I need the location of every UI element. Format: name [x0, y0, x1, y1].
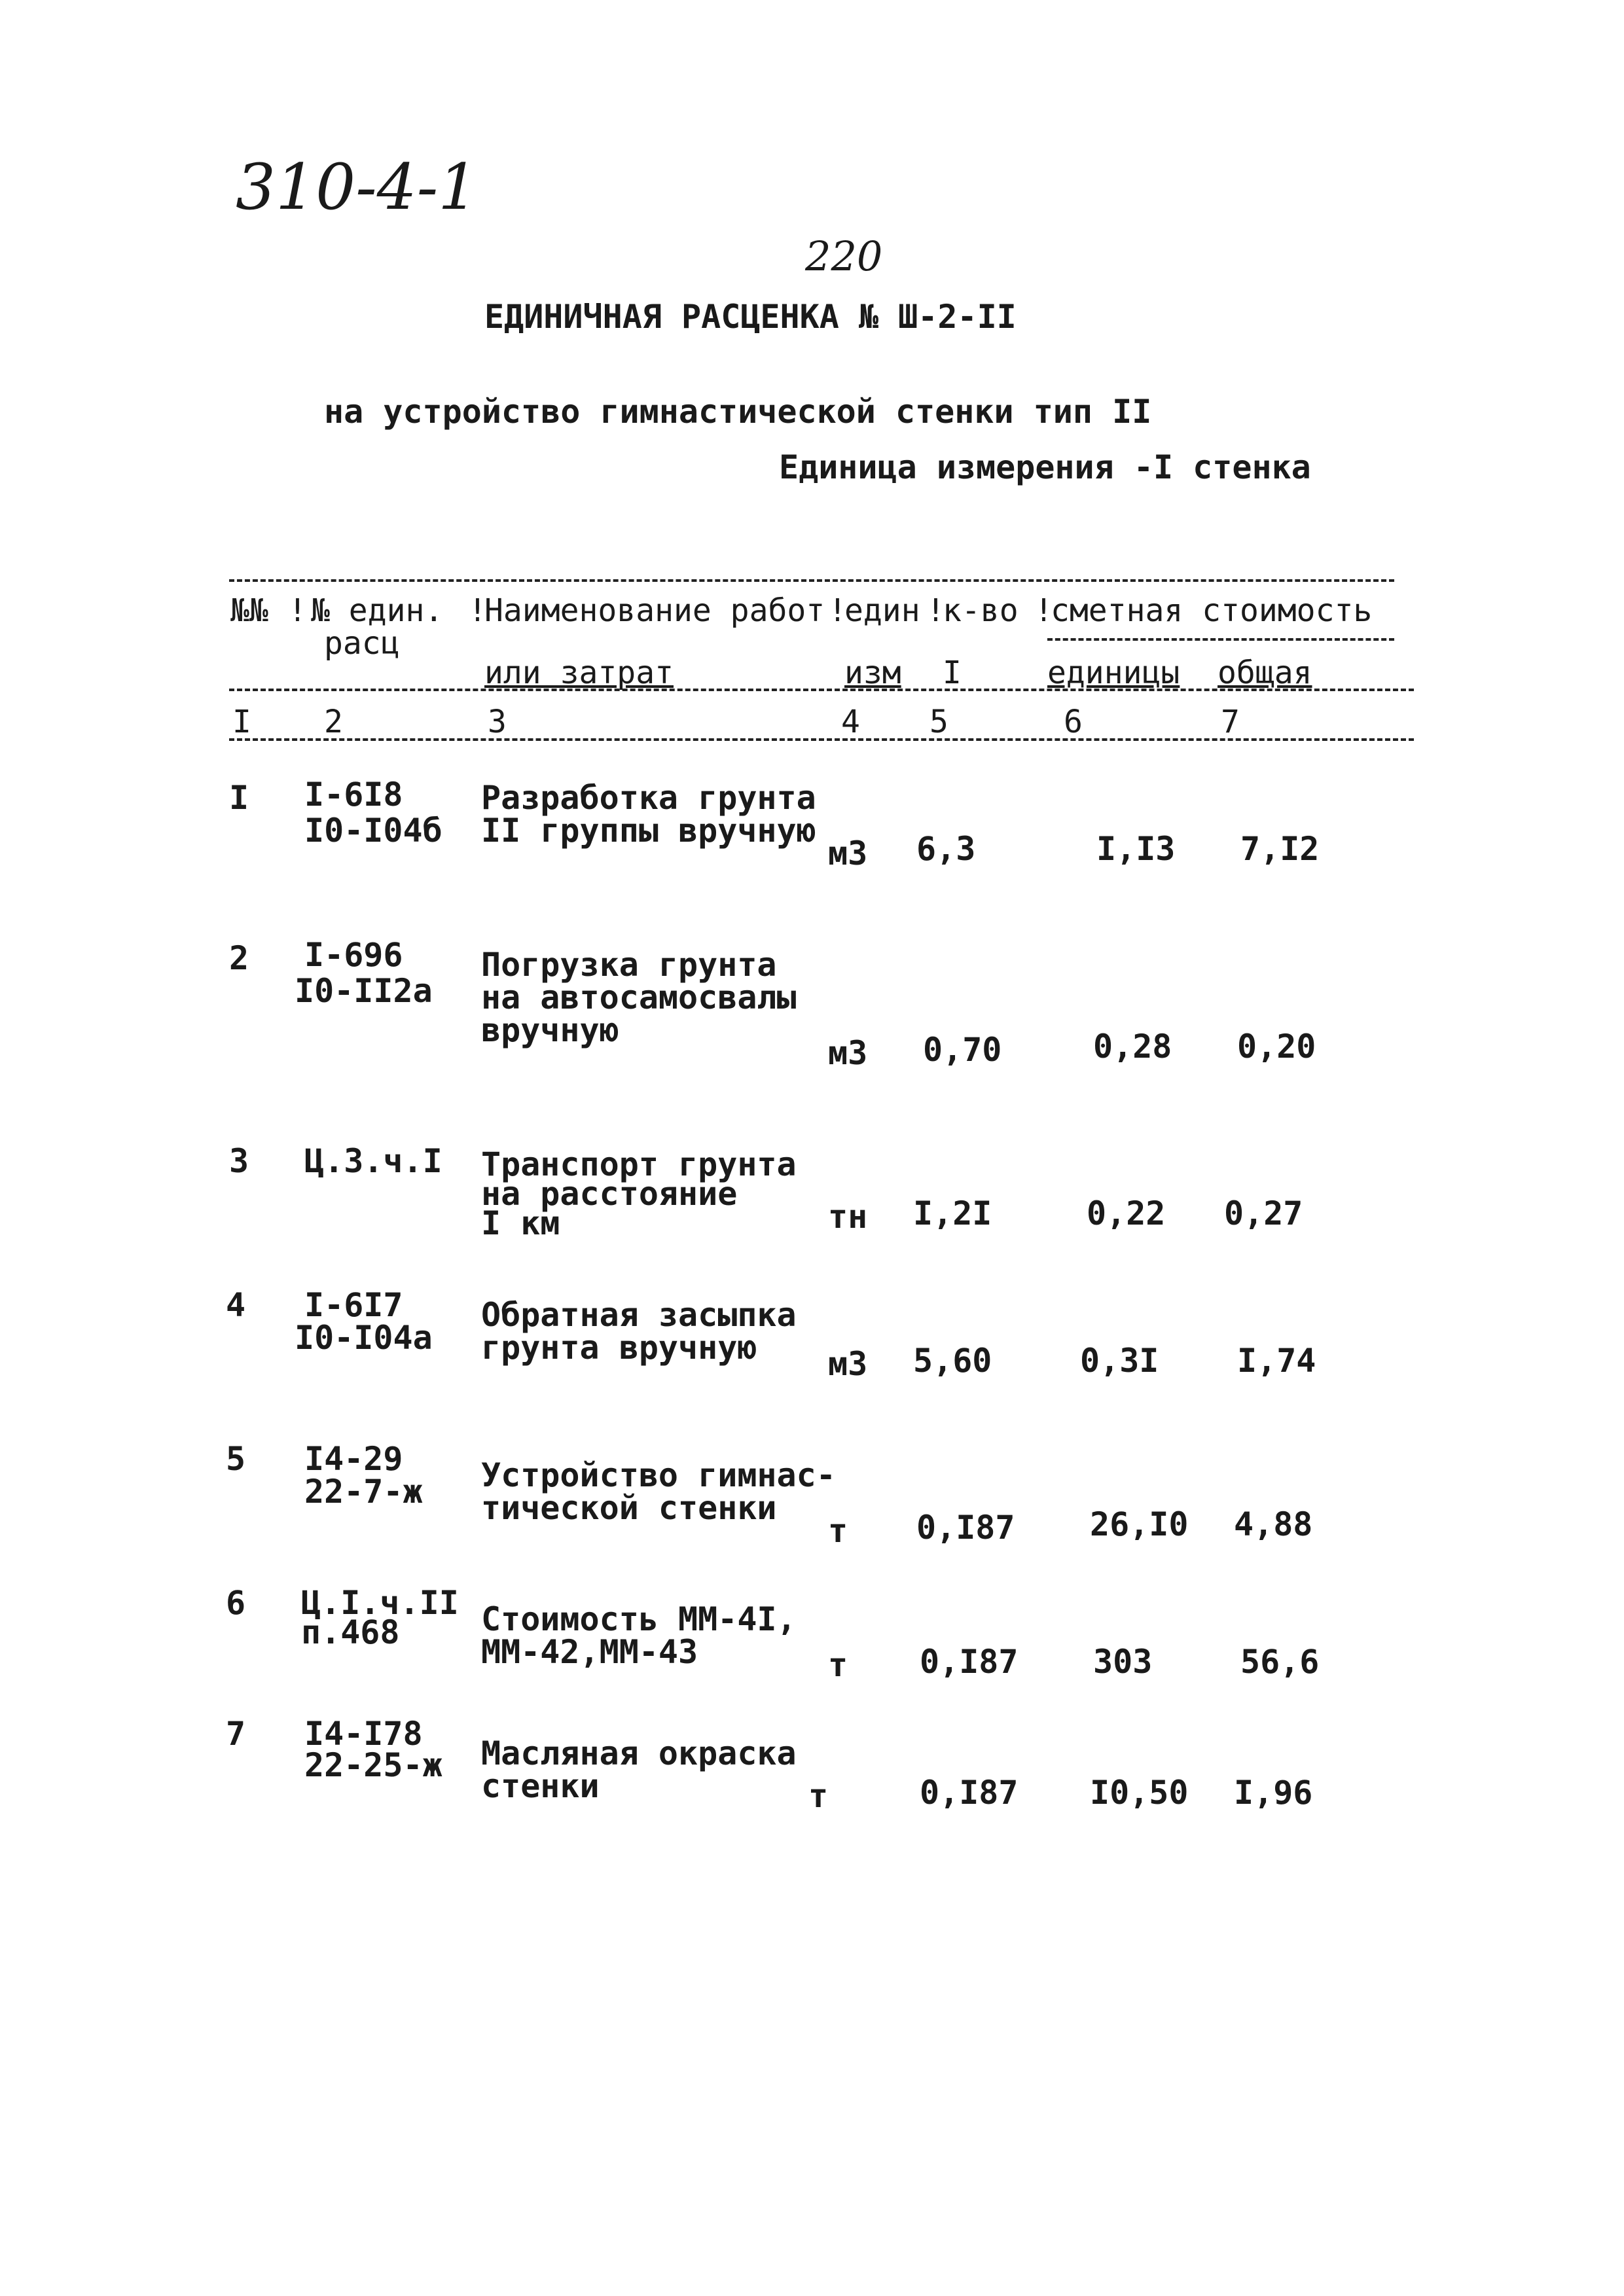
row-number: 7 — [226, 1715, 246, 1753]
work-name-line-1: Погрузка грунта — [481, 946, 777, 984]
rate-code-line-1: I-6I7 — [304, 1286, 403, 1324]
header-sep: ! — [926, 592, 945, 629]
rate-code-line-2: 22-25-ж — [304, 1746, 442, 1784]
work-name-line-3: вручную — [481, 1011, 619, 1049]
header-cost-group: сметная стоимость — [1051, 592, 1373, 629]
rate-code-line-1: I-6I8 — [304, 776, 403, 814]
quantity: 5,60 — [913, 1342, 992, 1380]
quantity: 0,I87 — [920, 1774, 1019, 1812]
unit-cost: 303 — [1093, 1643, 1153, 1681]
work-name-line-2: на автосамосвалы — [481, 978, 797, 1016]
document-title: ЕДИНИЧНАЯ РАСЦЕНКА № Ш-2-II — [484, 298, 1017, 336]
total-cost: I,74 — [1237, 1342, 1316, 1380]
header-col-qty-2: I — [943, 655, 962, 691]
rate-code-line-2: I0-I04а — [295, 1319, 433, 1357]
quantity: 0,I87 — [916, 1509, 1015, 1547]
unit-cost: I,I3 — [1096, 830, 1176, 868]
header-col-name-1: Наименование работ — [484, 592, 825, 629]
header-col-unit-1: един — [844, 592, 920, 629]
rate-code-line-2: 22-7-ж — [304, 1473, 423, 1511]
total-cost: 56,6 — [1240, 1643, 1320, 1681]
rate-code-line-1: Ц.3.ч.I — [304, 1142, 442, 1180]
work-name-line-1: Обратная засыпка — [481, 1296, 797, 1334]
header-col-unit-2: изм — [844, 655, 901, 691]
unit: т — [828, 1512, 848, 1550]
unit: м3 — [828, 1034, 868, 1072]
quantity: 0,70 — [923, 1031, 1002, 1069]
quantity: I,2I — [913, 1194, 992, 1232]
rate-code-line-1: I4-29 — [304, 1440, 403, 1478]
header-bottom-rule — [229, 738, 1414, 741]
rate-code-line-1: I4-I78 — [304, 1715, 423, 1753]
total-cost: I,96 — [1234, 1774, 1313, 1812]
rate-code-line-2: I0-I04б — [304, 812, 442, 850]
header-mid-rule — [229, 689, 1414, 691]
header-cost-rule — [1047, 638, 1394, 641]
header-col-code-1: № един. — [311, 592, 444, 629]
work-name-line-2: стенки — [481, 1767, 600, 1805]
unit-cost: 26,I0 — [1090, 1505, 1189, 1543]
document-subtitle: на устройство гимнастической стенки тип II — [324, 393, 1152, 431]
header-col-unit-cost: единицы — [1047, 655, 1180, 691]
header-num-1: I — [232, 704, 251, 740]
row-number: I — [229, 779, 249, 817]
quantity: 0,I87 — [920, 1643, 1019, 1681]
rate-code-line-2: I0-II2а — [295, 972, 433, 1010]
work-name-line-1: Устройство гимнас- — [481, 1456, 836, 1494]
row-number: 2 — [229, 939, 249, 977]
row-number: 3 — [229, 1142, 249, 1180]
row-number: 5 — [226, 1440, 246, 1478]
rate-code-line-2: п.468 — [301, 1613, 400, 1651]
header-col-name-2: или затрат — [484, 655, 674, 691]
work-name-line-1: Стоимость ММ-4I, — [481, 1600, 797, 1638]
document-code: 310-4-1 — [236, 151, 478, 224]
rate-code-line-1: I-696 — [304, 936, 403, 974]
header-col-code-2: расц — [324, 625, 400, 662]
header-sep: ! — [828, 592, 847, 629]
total-cost: 0,20 — [1237, 1028, 1316, 1066]
header-num-2: 2 — [324, 704, 343, 740]
work-name-line-1: Масляная окраска — [481, 1734, 797, 1772]
unit-cost: 0,3I — [1080, 1342, 1159, 1380]
header-num-3: 3 — [488, 704, 507, 740]
work-name-line-1: Транспорт грунта — [481, 1145, 797, 1183]
unit: т — [828, 1646, 848, 1684]
work-name-line-3: I км — [481, 1204, 560, 1242]
work-name-line-1: Разработка грунта — [481, 779, 816, 817]
unit: м3 — [828, 834, 868, 872]
header-sep: ! — [1034, 592, 1053, 629]
work-name-line-2: на расстояние — [481, 1175, 738, 1213]
row-number: 6 — [226, 1584, 246, 1622]
header-num-6: 6 — [1064, 704, 1083, 740]
total-cost: 7,I2 — [1240, 830, 1320, 868]
total-cost: 0,27 — [1224, 1194, 1303, 1232]
unit: тн — [828, 1198, 868, 1236]
work-name-line-2: II группы вручную — [481, 812, 816, 850]
unit-cost: 0,28 — [1093, 1028, 1172, 1066]
header-num-5: 5 — [929, 704, 948, 740]
unit: т — [808, 1777, 829, 1815]
work-name-line-2: ММ-42,ММ-43 — [481, 1633, 698, 1671]
header-sep: ! — [468, 592, 487, 629]
unit-of-measure: Единица измерения -I стенка — [779, 448, 1311, 486]
header-col-number: №№ — [230, 592, 268, 629]
header-num-7: 7 — [1221, 704, 1240, 740]
unit: м3 — [828, 1345, 868, 1383]
unit-cost: I0,50 — [1090, 1774, 1189, 1812]
header-top-rule — [229, 579, 1394, 582]
work-name-line-2: грунта вручную — [481, 1329, 757, 1367]
header-col-qty-1: к-во — [943, 592, 1019, 629]
header-sep: ! — [288, 592, 307, 629]
rate-code-line-1: Ц.I.ч.II — [301, 1584, 459, 1622]
header-num-4: 4 — [841, 704, 860, 740]
total-cost: 4,88 — [1234, 1505, 1313, 1543]
header-col-total: общая — [1218, 655, 1312, 691]
quantity: 6,3 — [916, 830, 976, 868]
row-number: 4 — [226, 1286, 246, 1324]
work-name-line-2: тической стенки — [481, 1489, 777, 1527]
unit-cost: 0,22 — [1087, 1194, 1166, 1232]
page-number: 220 — [805, 232, 883, 280]
